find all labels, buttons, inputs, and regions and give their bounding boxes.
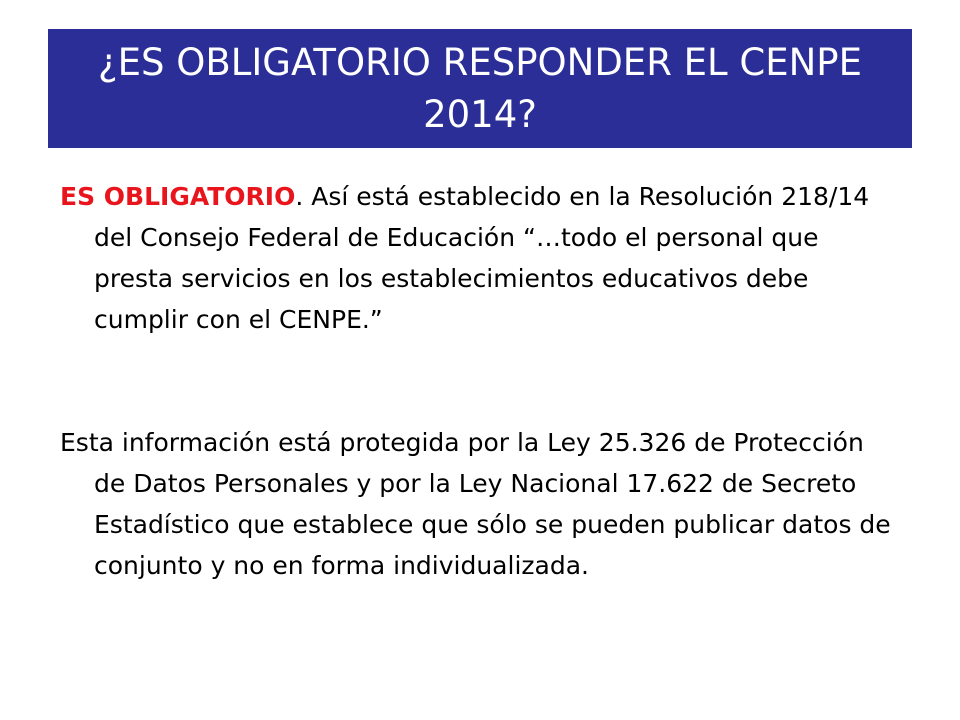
slide-title-banner [48,29,912,148]
slide-body [60,176,900,586]
obligation-text: . Así está establecido en la Resolución 218/14 del Consejo Federal de Educación “…todo el personal que presta servicios en los establecimientos educativos debe cumplir con el CENPE.” [94,182,870,334]
obligation-paragraph [60,176,900,340]
obligation-emphasis: ES OBLIGATORIO [60,182,296,211]
privacy-text: Esta información está protegida por la Ley 25.326 de Protección de Datos Personales y por la Ley Nacional 17.622 de Secreto Estadístico que establece que sólo se pueden publicar datos de conjunto y no en forma individualizada. [60,428,891,580]
slide-title: ¿ES OBLIGATORIO RESPONDER EL CENPE 2014? [98,40,862,136]
privacy-paragraph [60,422,900,586]
